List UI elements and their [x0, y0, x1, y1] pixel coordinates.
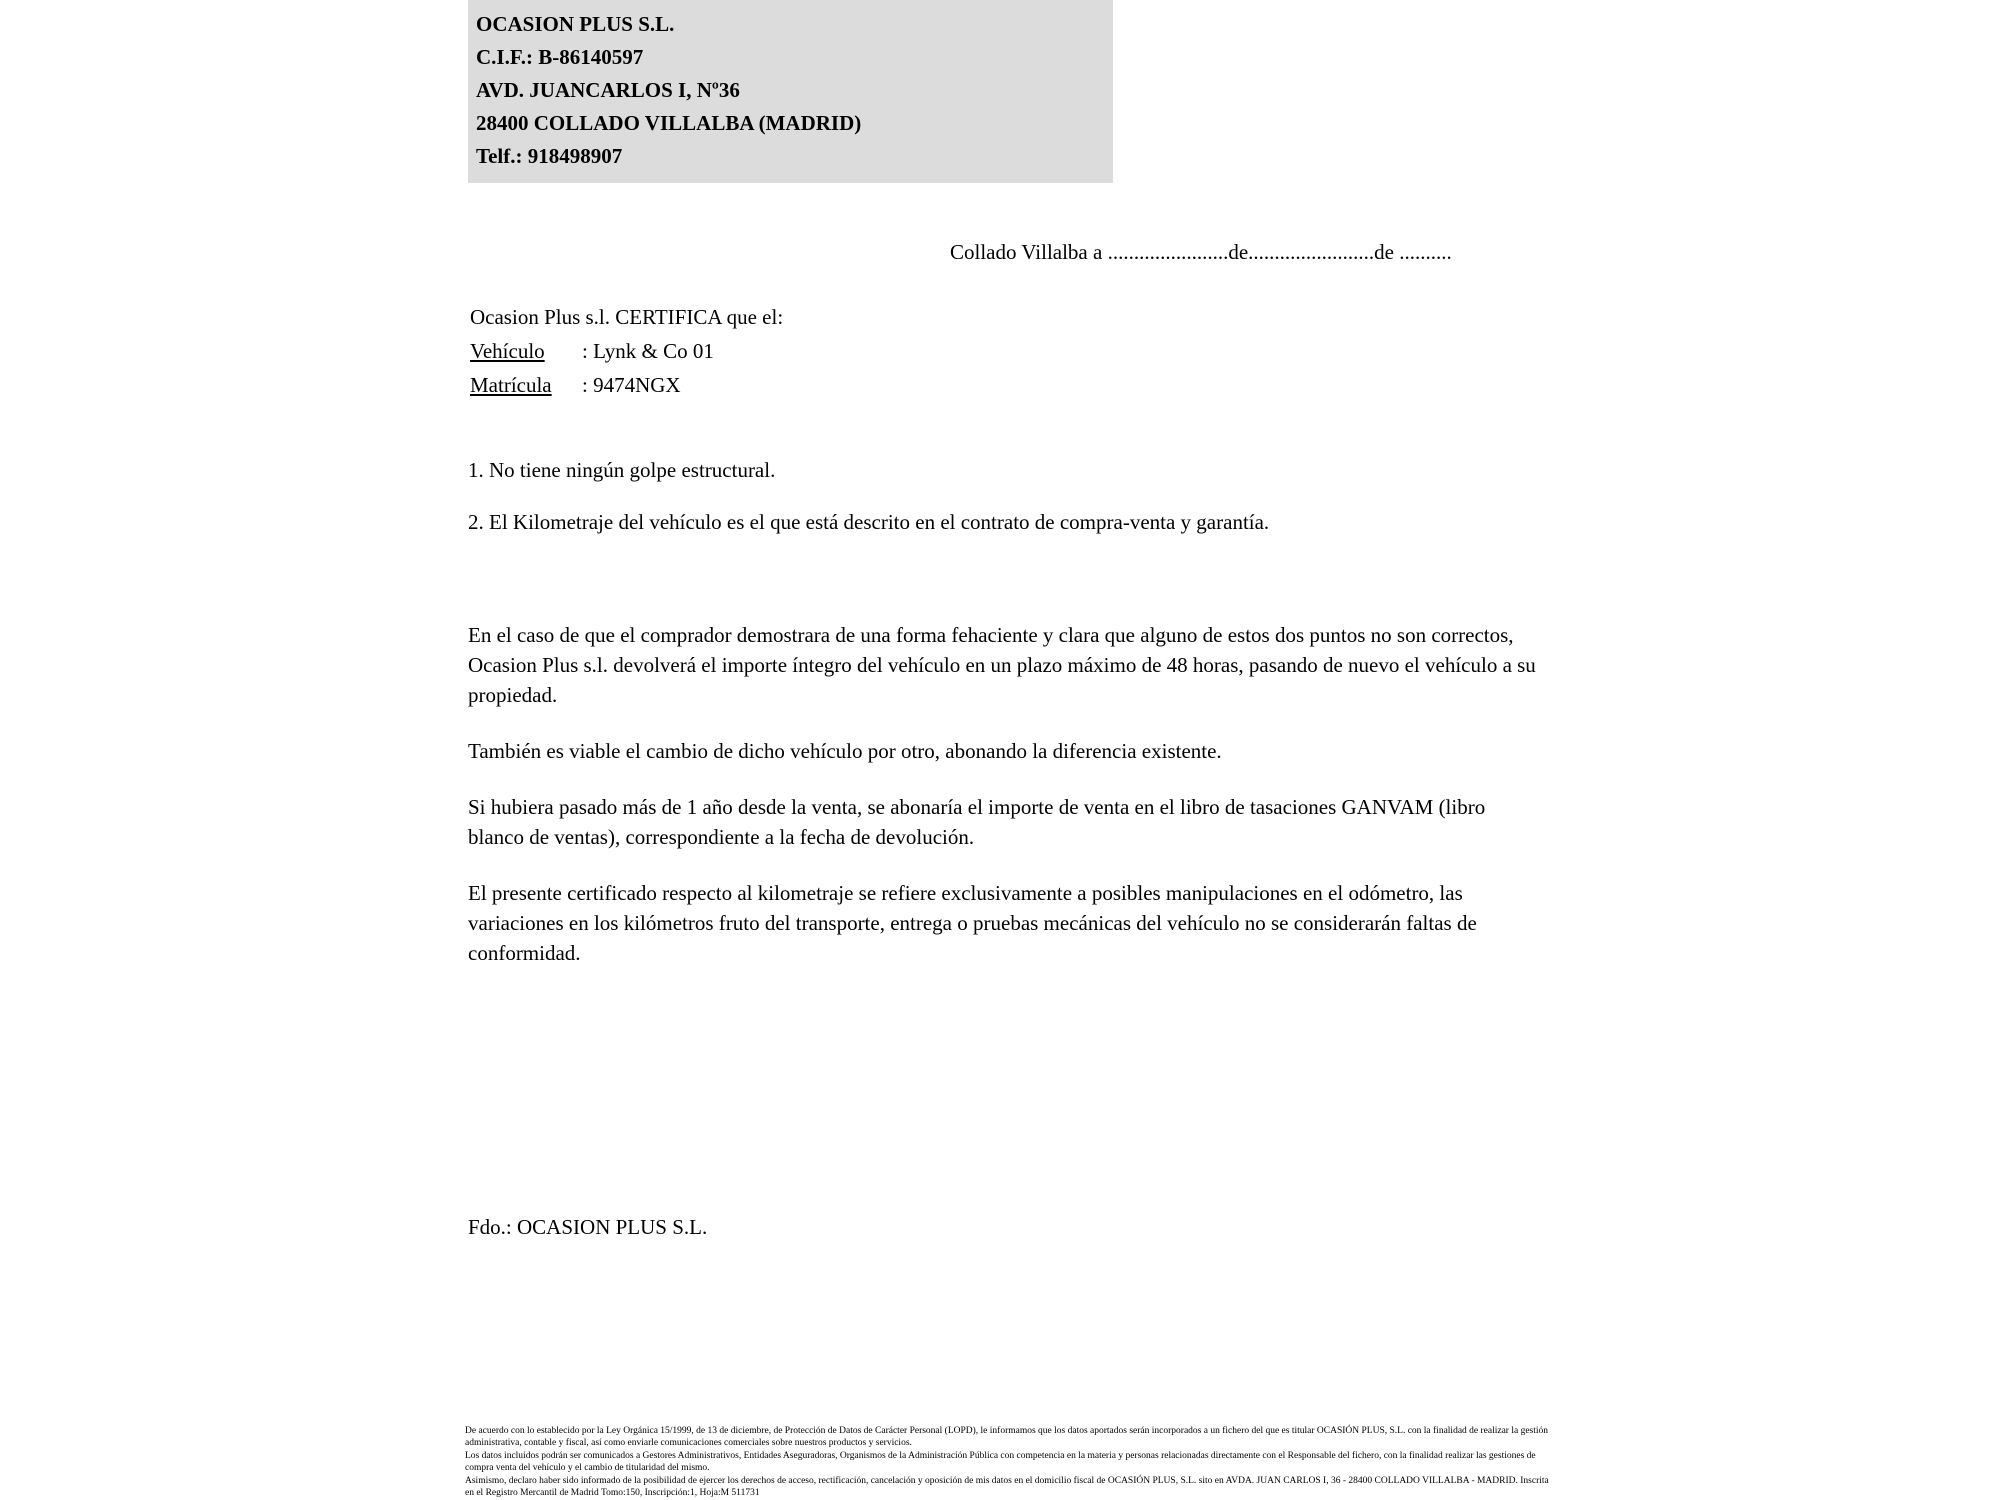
paragraph-2: También es viable el cambio de dicho vehículo por otro, abonando la diferencia existente.: [468, 739, 1222, 763]
certified-points: [468, 455, 1269, 559]
date-line: Collado Villalba a .......................de........................de ..........: [950, 240, 1452, 264]
vehicle-label: Vehículo: [470, 339, 545, 363]
vehicle-value: : Lynk & Co 01: [582, 339, 714, 363]
legal-footer: [465, 1425, 1555, 1499]
plate-value: : 9474NGX: [582, 373, 681, 397]
company-city: 28400 COLLADO VILLALBA (MADRID): [476, 111, 862, 135]
signature-line: Fdo.: OCASION PLUS S.L.: [468, 1215, 708, 1239]
paragraph-3: Si hubiera pasado más de 1 año desde la venta, se abonaría el importe de venta en el libro de tasaciones GANVAM (libro blanco de ventas), correspondiente a la fecha de devolución.: [468, 795, 1486, 849]
paragraph-1: En el caso de que el comprador demostrara de una forma fehaciente y clara que alguno de estos dos puntos no son correctos, Ocasion Plus s.l. devolverá el importe íntegro del vehículo en un plazo máximo de 48 horas, pasando de nuevo el vehículo a su propiedad.: [468, 623, 1536, 707]
legal-paragraph-1: De acuerdo con lo establecido por la Ley Orgánica 15/1999, de 13 de diciembre, de Protección de Datos de Carácter Personal (LOPD), le informamos que los datos aportados serán incorporados a un fichero del que es titular OCASIÓN PLUS, S.L. con la finalidad de realizar la gestión administrativa, contable y fiscal, así como enviarle comunicaciones comerciales sobre nuestros productos y servicios.: [465, 1426, 1549, 1449]
point-1: 1. No tiene ningún golpe estructural.: [468, 458, 776, 482]
point-2: 2. El Kilometraje del vehículo es el que está descrito en el contrato de compra-venta y garantía.: [468, 510, 1270, 534]
plate-row: [470, 368, 783, 402]
paragraph-4: El presente certificado respecto al kilometraje se refiere exclusivamente a posibles manipulaciones en el odómetro, las variaciones en los kilómetros fruto del transporte, entrega o pruebas mecánicas del vehículo no se considerarán faltas de conformidad.: [468, 881, 1477, 965]
legal-paragraph-2: Los datos incluidos podrán ser comunicados a Gestores Administrativos, Entidades Aseguradoras, Organismos de la Administración Pública con competencia en la materia y personas relacionadas directamente con el Responsable del fichero, con la finalidad realizar las gestiones de compra venta del vehículo y el cambio de titularidad del mismo.: [465, 1450, 1536, 1474]
certifica-intro: Ocasion Plus s.l. CERTIFICA que el:: [470, 305, 784, 329]
company-phone: Telf.: 918498907: [476, 144, 623, 168]
company-address: AVD. JUANCARLOS I, Nº36: [476, 78, 740, 102]
legal-paragraph-3: Asimismo, declaro haber sido informado de la posibilidad de ejercer los derechos de acceso, rectificación, cancelación y oposición de mis datos en el domicilio fiscal de OCASIÓN PLUS, S.L. sito en AVDA. JUAN CARLOS I, 36 - 28400 COLLADO VILLALBA - MADRID. Inscrita en el Registro Mercantil de Madrid Tomo:150, Inscripción:1, Hoja:M 511731: [465, 1475, 1549, 1499]
company-name: OCASION PLUS S.L.: [476, 12, 675, 36]
body-paragraphs: [468, 620, 1543, 994]
company-header-block: [468, 0, 1113, 183]
company-cif: C.I.F.: B-86140597: [476, 45, 644, 69]
plate-label: Matrícula: [470, 373, 552, 397]
certification-block: [470, 300, 783, 402]
vehicle-row: [470, 334, 783, 368]
